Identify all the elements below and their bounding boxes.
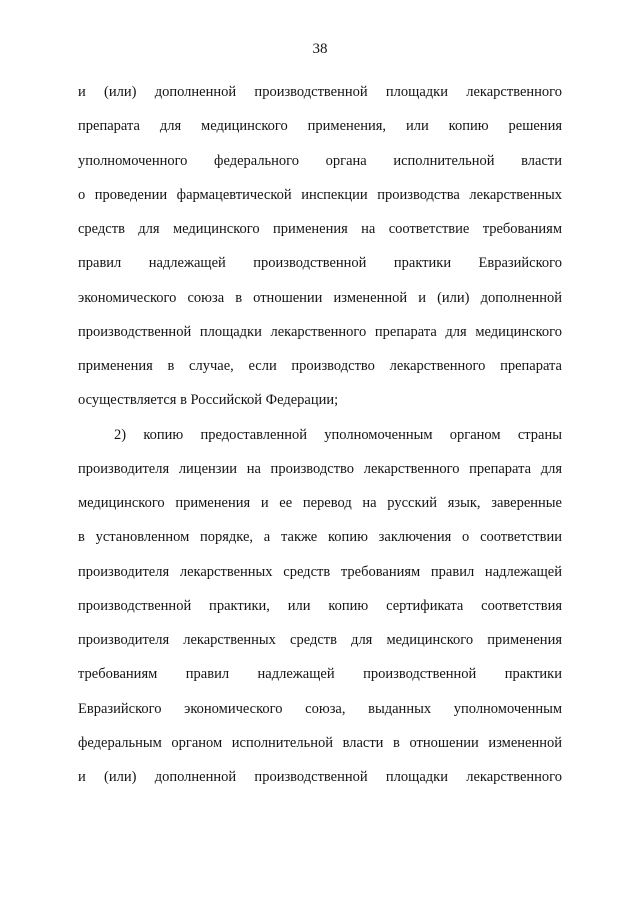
text-line: производителя лекарственных средств для медицинского применения [78, 632, 562, 648]
text-line: экономического союза в отношении измененной и (или) дополненной [78, 289, 562, 306]
text-line: производителя лекарственных средств требованиям правил надлежащей [78, 563, 562, 580]
text-line: требованиям правил надлежащей производственной практики [78, 666, 562, 683]
text-line: и (или) дополненной производственной площадки лекарственного [78, 84, 562, 100]
document-body [78, 75, 562, 794]
page-number: 38 [312, 41, 328, 57]
text-line: производителя лицензии на производство лекарственного препарата для [78, 460, 562, 477]
paragraph-last-line: осуществляется в Российской Федерации; [78, 392, 339, 409]
text-line: применения в случае, если производство лекарственного препарата [78, 358, 562, 374]
text-line: и (или) дополненной производственной площадки лекарственного [78, 769, 562, 785]
text-line: производственной площадки лекарственного препарата для медицинского [78, 323, 562, 340]
text-line: Евразийского экономического союза, выданных уполномоченным [78, 700, 562, 717]
text-line: о проведении фармацевтической инспекции производства лекарственных [78, 186, 562, 203]
paragraph-first-line: 2) копию предоставленной уполномоченным органом страны [114, 426, 562, 443]
text-line: медицинского применения и ее перевод на русский язык, заверенные [78, 495, 562, 511]
text-line: препарата для медицинского применения, или копию решения [78, 118, 562, 135]
text-line: производственной практики, или копию сертификата соответствия [78, 597, 562, 614]
text-line: в установленном порядке, а также копию заключения о соответствии [78, 529, 562, 546]
text-line: федеральным органом исполнительной власти в отношении измененной [78, 734, 562, 751]
text-line: средств для медицинского применения на соответствие требованиям [78, 221, 562, 237]
text-line: правил надлежащей производственной практики Евразийского [78, 255, 562, 272]
text-line: уполномоченного федерального органа исполнительной власти [78, 152, 562, 169]
